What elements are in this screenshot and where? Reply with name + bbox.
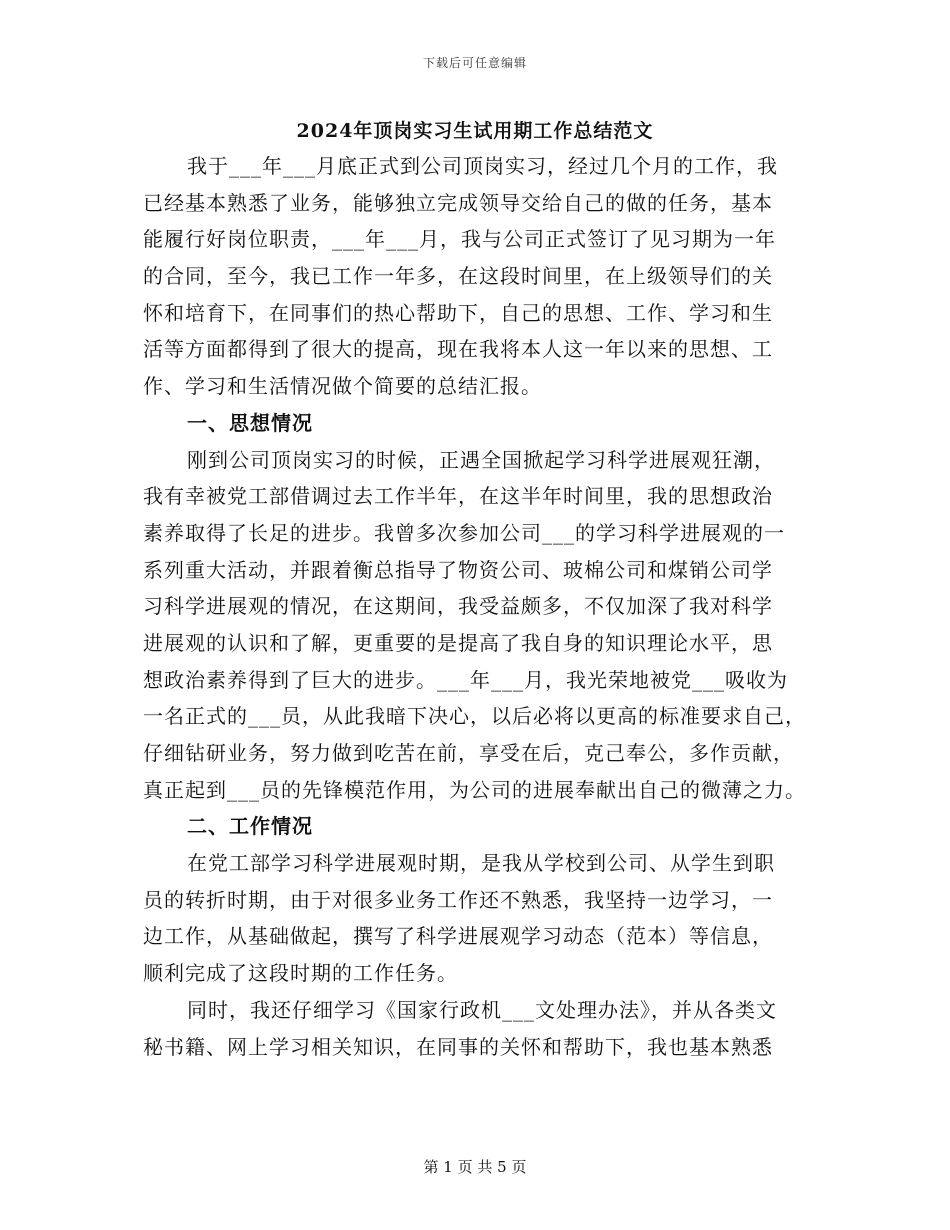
section-heading-thought: 一、思想情况 — [187, 410, 313, 435]
body-line: 素养取得了长足的进步。我曾多次参加公司___的学习科学进展观的一 — [143, 520, 785, 545]
body-line: 秘书籍、网上学习相关知识，在同事的关怀和帮助下，我也基本熟悉 — [143, 1034, 773, 1059]
body-line: 一名正式的___员，从此我暗下决心，以后必将以更高的标准要求自己， — [143, 704, 806, 729]
body-line: 进展观的认识和了解，更重要的是提高了我自身的知识理论水平，思 — [143, 630, 773, 655]
document-title: 2024年顶岗实习生试用期工作总结范文 — [296, 120, 654, 142]
body-line: 在党工部学习科学进展观时期，是我从学校到公司、从学生到职 — [187, 851, 775, 876]
body-line: 作、学习和生活情况做个简要的总结汇报。 — [143, 374, 542, 399]
body-line: 能履行好岗位职责，___年___月，我与公司正式签订了见习期为一年 — [143, 227, 776, 252]
body-line: 已经基本熟悉了业务，能够独立完成领导交给自己的做的任务，基本 — [143, 190, 773, 215]
body-line: 仔细钻研业务，努力做到吃苦在前，享受在后，克己奉公，多作贡献， — [143, 741, 794, 765]
body-line: 我有幸被党工部借调过去工作半年，在这半年时间里，我的思想政治 — [143, 484, 773, 509]
body-line: 真正起到___员的先锋模范作用，为公司的进展奉献出自己的微薄之力。 — [143, 777, 806, 802]
body-line: 同时，我还仔细学习《国家行政机___文处理办法》，并从各类文 — [187, 997, 777, 1022]
body-line: 活等方面都得到了很大的提高，现在我将本人这一年以来的思想、工 — [143, 337, 773, 362]
body-line: 边工作，从基础做起，撰写了科学进展观学习动态（范本）等信息， — [143, 924, 773, 949]
section-heading-work: 二、工作情况 — [187, 814, 313, 839]
body-line: 的合同，至今，我已工作一年多，在这段时间里，在上级领导们的关 — [143, 264, 773, 289]
page-number-footer: 第 1 页 共 5 页 — [423, 1158, 527, 1176]
body-line: 怀和培育下，在同事们的热心帮助下，自己的思想、工作、学习和生 — [143, 300, 773, 325]
body-line: 刚到公司顶岗实习的时候，正遇全国掀起学习科学进展观狂潮， — [187, 447, 775, 472]
body-line: 顺利完成了这段时期的工作任务。 — [143, 961, 458, 986]
body-line: 员的转折时期，由于对很多业务工作还不熟悉，我坚持一边学习，一 — [143, 887, 773, 912]
body-line: 想政治素养得到了巨大的进步。___年___月，我光荣地被党___吸收为 — [143, 667, 788, 692]
body-line: 系列重大活动，并跟着衡总指导了物资公司、玻棉公司和煤销公司学 — [143, 557, 773, 582]
document-body — [143, 148, 823, 1065]
body-line: 习科学进展观的情况，在这期间，我受益颇多，不仅加深了我对科学 — [143, 594, 773, 619]
body-line: 我于___年___月底正式到公司顶岗实习，经过几个月的工作，我 — [187, 154, 778, 178]
header-note: 下载后可任意编辑 — [422, 56, 527, 70]
